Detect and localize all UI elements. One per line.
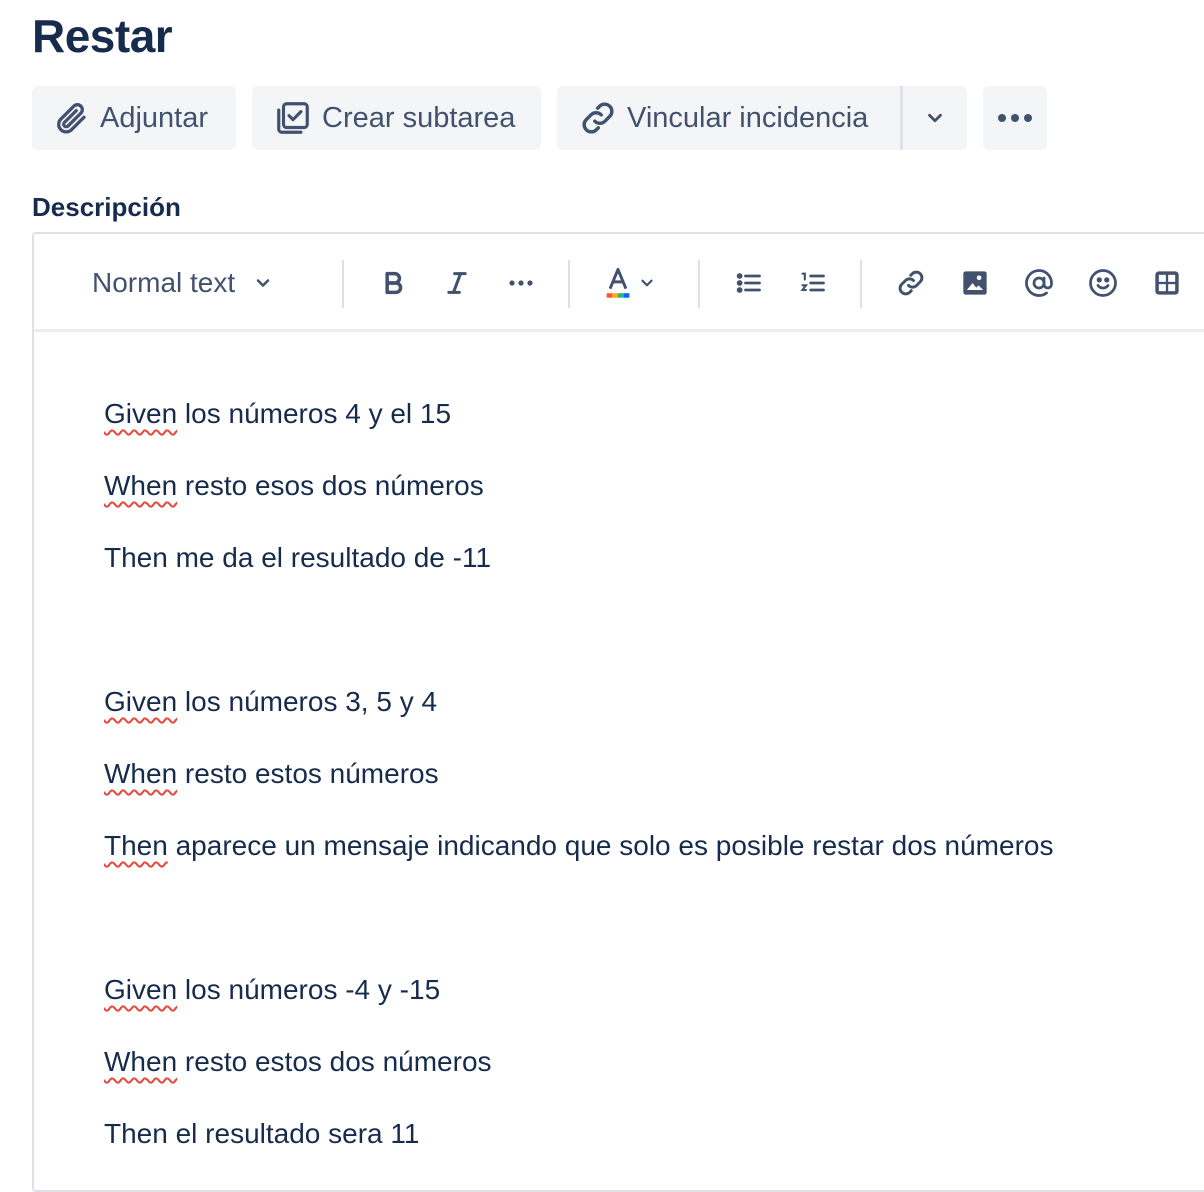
italic-icon	[443, 269, 471, 297]
insert-image-button[interactable]	[950, 258, 1000, 308]
text-color-button[interactable]	[594, 258, 666, 308]
paragraph: Then aparece un mensaje indicando que solo es posible restar dos números	[104, 830, 1054, 861]
attach-button[interactable]	[32, 86, 236, 150]
more-formatting-button[interactable]	[496, 258, 546, 308]
misspelled-word[interactable]: Given	[104, 974, 178, 1005]
misspelled-word[interactable]: Then	[104, 830, 168, 861]
link-issue-label: Vincular incidencia	[627, 101, 869, 134]
misspelled-word[interactable]: Given	[104, 686, 178, 717]
description-editor[interactable]	[32, 232, 1204, 1192]
more-icon	[995, 112, 1035, 124]
paragraph: Given los números -4 y -15	[104, 974, 441, 1005]
paperclip-icon	[54, 100, 90, 136]
misspelled-word[interactable]: When	[104, 758, 178, 789]
misspelled-word[interactable]: When	[104, 1046, 178, 1077]
more-formatting-icon	[508, 279, 534, 287]
link-issue-dropdown-button[interactable]	[903, 86, 967, 150]
numbered-list-icon	[799, 269, 827, 297]
mention-button[interactable]	[1014, 258, 1064, 308]
page-title: Restar	[32, 10, 173, 62]
attach-label: Adjuntar	[100, 101, 209, 134]
text-style-label: Normal text	[92, 267, 236, 298]
paragraph: When resto esos dos números	[104, 470, 484, 501]
bold-button[interactable]	[368, 258, 418, 308]
insert-table-button[interactable]	[1142, 258, 1192, 308]
table-icon	[1153, 269, 1181, 297]
link-issue-button[interactable]	[557, 86, 900, 150]
image-icon	[961, 269, 989, 297]
paragraph: When resto estos números	[104, 758, 439, 789]
numbered-list-button[interactable]	[788, 258, 838, 308]
toolbar-divider	[568, 260, 570, 308]
bold-icon	[379, 269, 407, 297]
emoji-button[interactable]	[1078, 258, 1128, 308]
italic-button[interactable]	[432, 258, 482, 308]
text-style-dropdown[interactable]	[92, 258, 292, 308]
paragraph: Given los números 3, 5 y 4	[104, 686, 438, 717]
subtask-icon	[274, 99, 312, 137]
toolbar-divider	[698, 260, 700, 308]
mention-icon	[1024, 268, 1054, 298]
description-label: Descripción	[32, 192, 181, 222]
text-color-icon	[604, 266, 632, 300]
insert-link-button[interactable]	[886, 258, 936, 308]
create-subtask-label: Crear subtarea	[322, 101, 516, 134]
paragraph: Then me da el resultado de -11	[104, 542, 492, 573]
bullet-list-button[interactable]	[724, 258, 774, 308]
toolbar-divider	[860, 260, 862, 308]
misspelled-word[interactable]: Given	[104, 398, 178, 429]
chevron-down-icon	[924, 107, 946, 129]
emoji-icon	[1088, 268, 1118, 298]
bullet-list-icon	[735, 269, 763, 297]
paragraph: Then el resultado sera 11	[104, 1118, 420, 1149]
misspelled-word[interactable]: When	[104, 470, 178, 501]
link-icon	[896, 268, 926, 298]
paragraph: Given los números 4 y el 15	[104, 398, 452, 429]
more-actions-button[interactable]	[983, 86, 1047, 150]
chevron-down-icon	[638, 274, 656, 292]
create-subtask-button[interactable]	[252, 86, 541, 150]
paragraph: When resto estos dos números	[104, 1046, 492, 1077]
editor-toolbar	[34, 234, 1204, 332]
link-icon	[579, 99, 617, 137]
toolbar-divider	[342, 260, 344, 308]
chevron-down-icon	[253, 273, 273, 293]
